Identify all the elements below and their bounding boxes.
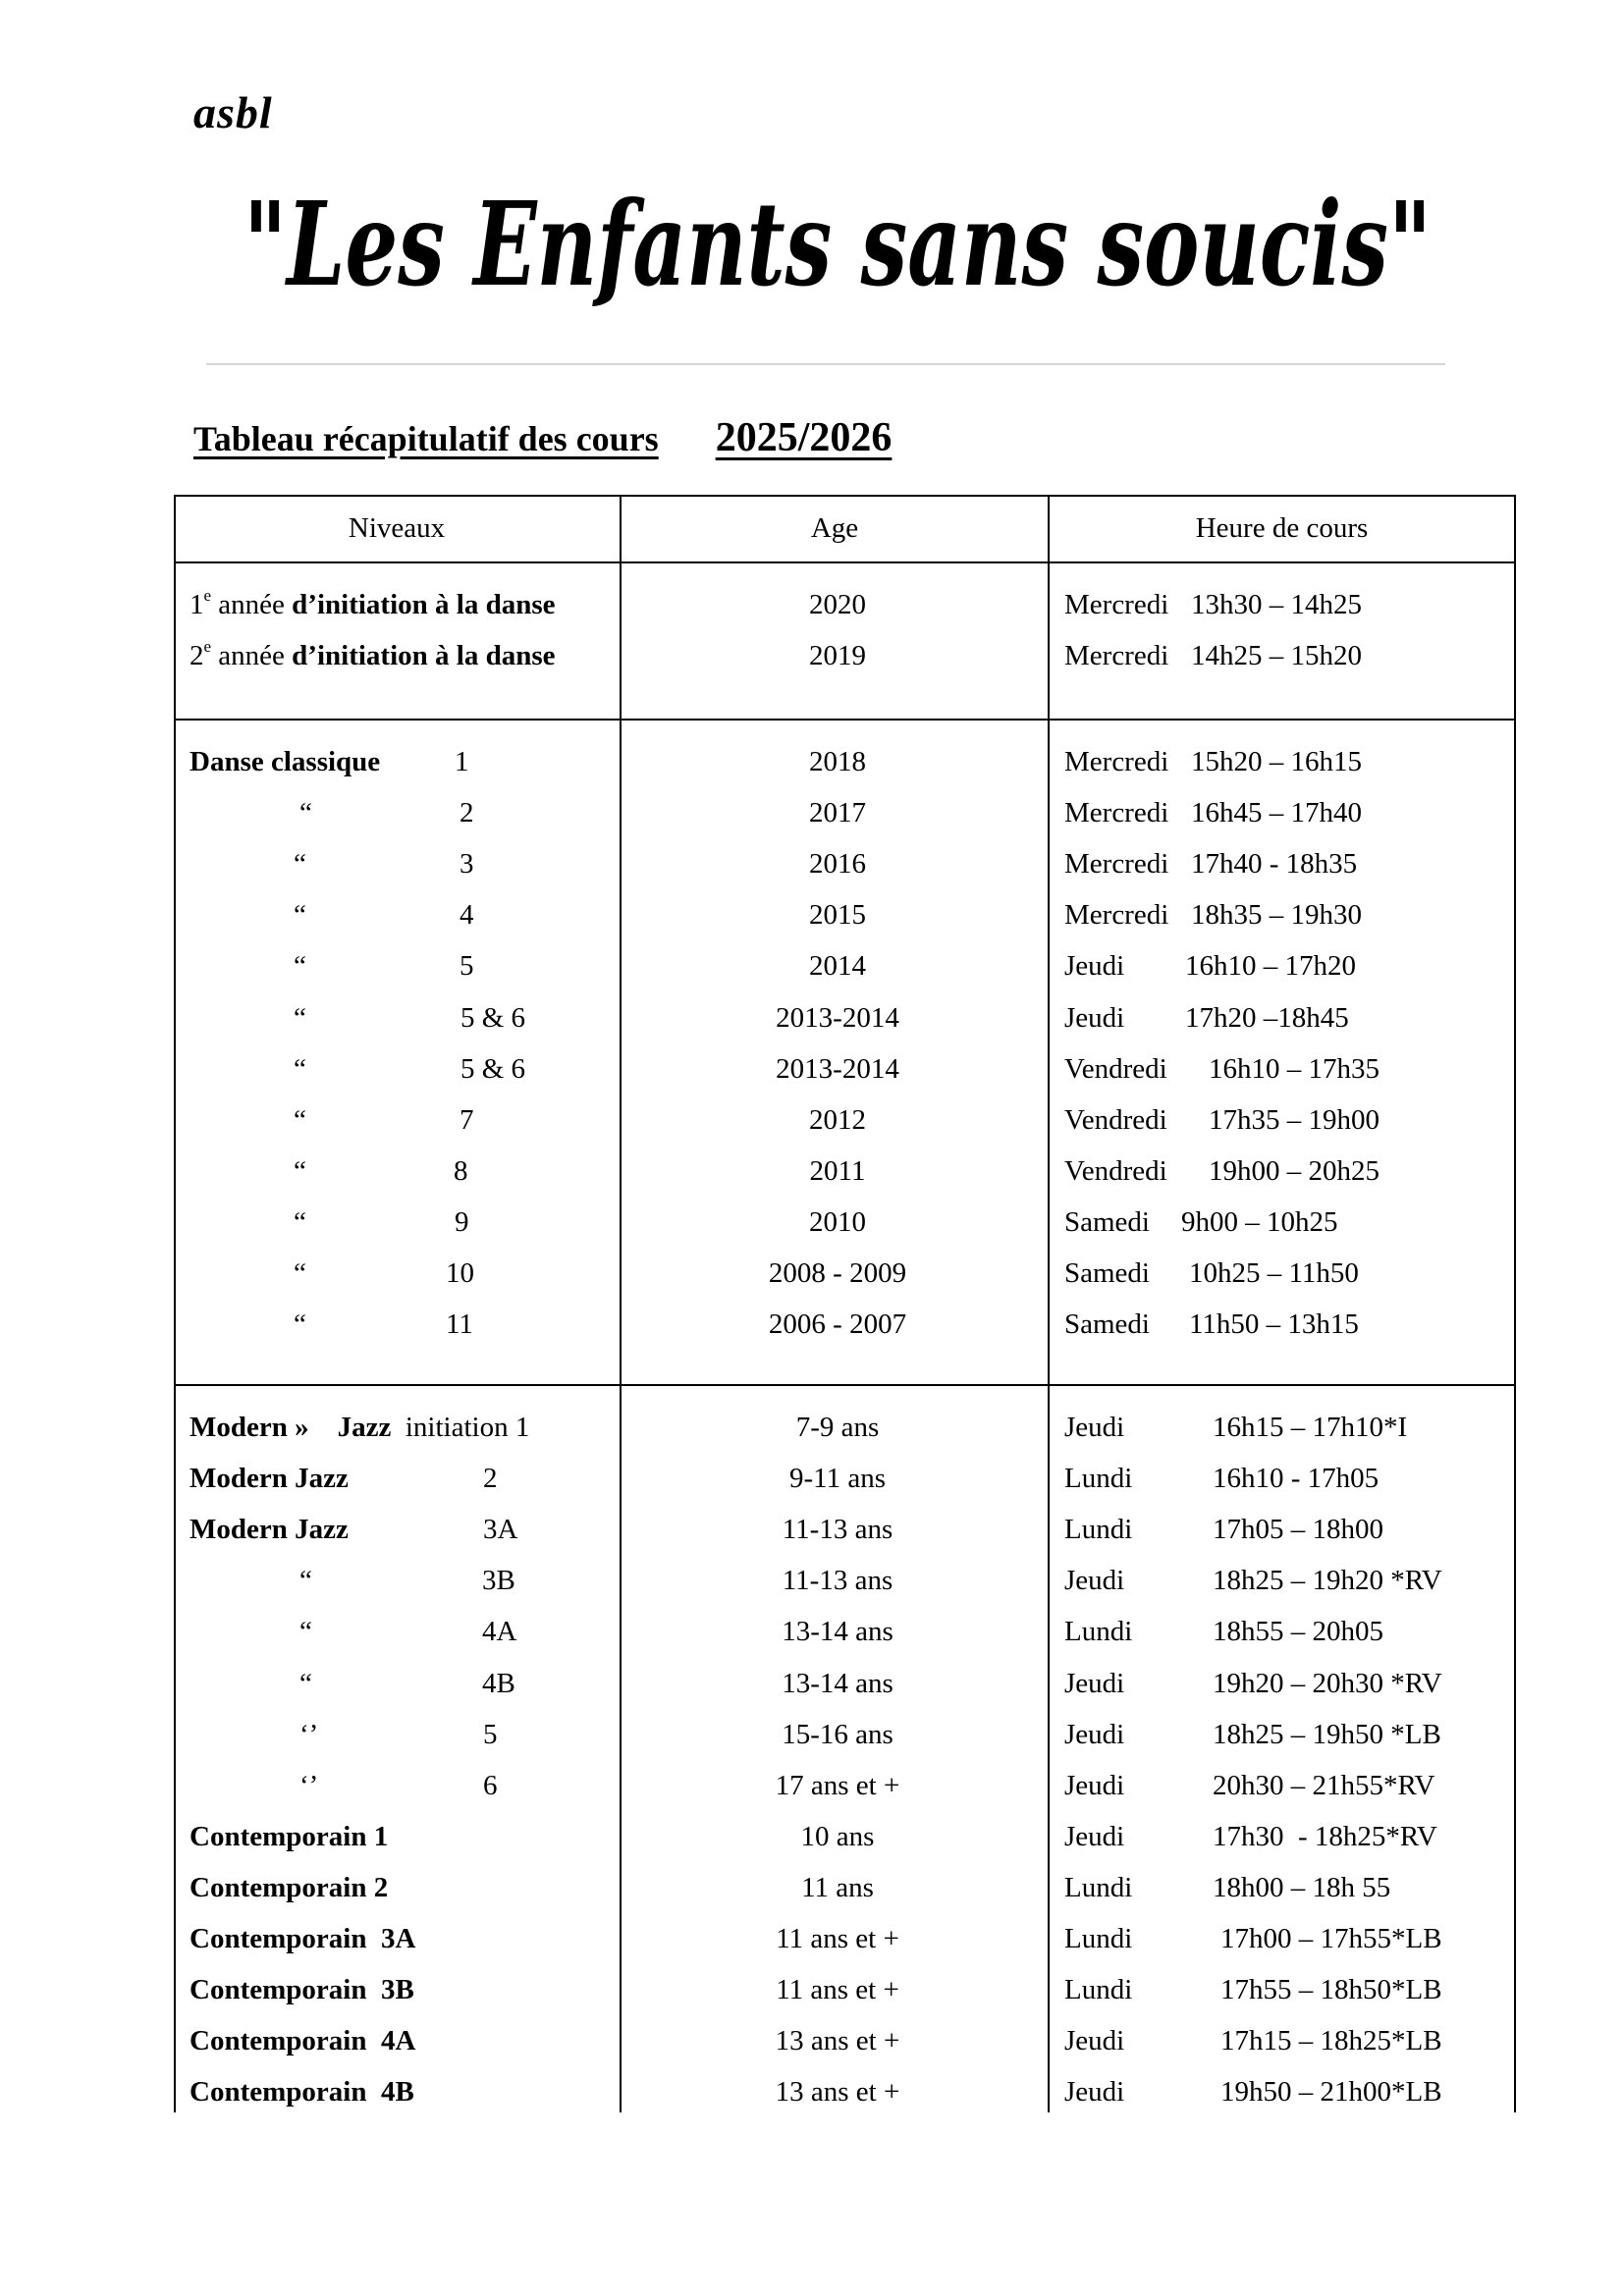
time-cell: 16h10 - 17h05: [1213, 1463, 1380, 1495]
ditto-mark: “: [294, 1205, 306, 1238]
level-number: 4B: [482, 1667, 515, 1699]
time-cell: 16h15 – 17h10*I: [1213, 1412, 1408, 1443]
level-number: 1: [455, 746, 469, 777]
title-label: Tableau récapitulatif des cours: [193, 419, 659, 458]
table-row: [174, 1555, 1516, 1606]
time-cell: 16h45 – 17h40: [1191, 797, 1362, 829]
time-cell: 10h25 – 11h50: [1189, 1257, 1359, 1289]
level-number: 5: [483, 1718, 498, 1750]
time-cell: 20h30 – 21h55*RV: [1213, 1769, 1435, 1801]
table-row: [174, 992, 1516, 1043]
table-row: [174, 1402, 1516, 1453]
level-number: 4: [460, 899, 474, 932]
time-cell: 19h20 – 20h30 *RV: [1213, 1667, 1442, 1699]
ditto-mark: “: [294, 899, 306, 932]
level-number: 2: [189, 640, 204, 672]
header-divider: [206, 363, 1445, 365]
org-prefix: asbl: [193, 87, 273, 137]
day-cell: Lundi: [1064, 1463, 1133, 1495]
level-number: 5 & 6: [460, 1001, 526, 1034]
age-cell: 7-9 ans: [795, 1412, 880, 1443]
level-cell: [189, 1504, 349, 1555]
level-name: d’initiation à la danse: [292, 640, 556, 672]
age-cell: 13 ans et +: [775, 2025, 900, 2057]
table-row: [174, 2015, 1516, 2066]
table-row: [174, 736, 1516, 787]
time-cell: 17h40 - 18h35: [1191, 848, 1358, 881]
table-row: [174, 1095, 1516, 1146]
age-cell: 2016: [809, 848, 866, 881]
age-cell: 11-13 ans: [782, 1514, 893, 1546]
table-row: [174, 579, 1516, 630]
table-row: [174, 1964, 1516, 2015]
day-cell: Mercredi: [1064, 848, 1169, 881]
logo-text: "Les Enfants sans soucis": [243, 176, 1432, 312]
ditto-mark: “: [294, 1103, 306, 1136]
table-row: [174, 1913, 1516, 1964]
table-row: [174, 787, 1516, 838]
ditto-mark: “: [294, 848, 306, 881]
age-cell: 2018: [809, 746, 866, 777]
age-cell: 2006 - 2007: [768, 1308, 907, 1341]
time-cell: 18h55 – 20h05: [1213, 1616, 1383, 1648]
table-row: [174, 630, 1516, 681]
level-name: Contemporain 4B: [189, 2076, 414, 2109]
level-name: Contemporain 1: [189, 1820, 389, 1852]
level-ordinal: e: [203, 637, 212, 657]
day-cell: Mercredi: [1064, 746, 1169, 777]
level-number: 2: [483, 1463, 498, 1495]
day-cell: Jeudi: [1064, 1820, 1125, 1852]
level-number: 1: [189, 589, 204, 620]
table-row: [174, 1709, 1516, 1760]
level-number: 5 & 6: [460, 1052, 526, 1085]
time-cell: 17h55 – 18h50*LB: [1220, 1974, 1442, 2006]
table-row: [174, 1504, 1516, 1555]
table-row: [174, 838, 1516, 889]
table-row: [174, 1043, 1516, 1095]
age-cell: 11-13 ans: [782, 1565, 893, 1597]
header-heure: Heure de cours: [1195, 512, 1369, 544]
ditto-mark: “: [299, 797, 312, 829]
ditto-mark: ‘’: [299, 1718, 319, 1750]
day-cell: Mercredi: [1064, 589, 1169, 620]
level-number: 3: [460, 848, 474, 881]
day-cell: Lundi: [1064, 1923, 1133, 1954]
level-prefix: année: [211, 640, 293, 672]
time-cell: 17h15 – 18h25*LB: [1220, 2025, 1442, 2057]
age-cell: 13 ans et +: [775, 2076, 900, 2109]
level-number: 8: [454, 1154, 468, 1187]
time-cell: 18h25 – 19h20 *RV: [1213, 1565, 1442, 1597]
day-cell: Jeudi: [1064, 2025, 1125, 2057]
age-cell: 2008 - 2009: [768, 1257, 907, 1289]
age-cell: 17 ans et +: [775, 1769, 900, 1801]
day-cell: Lundi: [1064, 1616, 1133, 1648]
time-cell: 14h25 – 15h20: [1191, 640, 1362, 672]
age-cell: 9-11 ans: [789, 1463, 886, 1495]
day-cell: Samedi: [1064, 1308, 1150, 1341]
level-extra: initiation 1: [391, 1412, 530, 1443]
time-cell: 17h20 –18h45: [1185, 1001, 1349, 1034]
table-row: [174, 889, 1516, 940]
level-number: 6: [483, 1769, 498, 1801]
age-cell: 2011: [809, 1154, 866, 1187]
level-cell: [189, 1913, 415, 1964]
level-number: 5: [460, 950, 474, 983]
day-cell: Lundi: [1064, 1871, 1133, 1903]
age-cell: 13-14 ans: [782, 1616, 893, 1648]
ditto-mark: “: [294, 1308, 306, 1341]
header-age: Age: [810, 512, 859, 544]
level-cell: [189, 630, 555, 681]
time-cell: 19h50 – 21h00*LB: [1220, 2076, 1442, 2109]
page-title: [193, 414, 892, 461]
ditto-mark: “: [294, 1001, 306, 1034]
level-cell: [189, 1402, 529, 1453]
level-name: Modern » Jazz: [189, 1412, 392, 1443]
level-cell: [189, 1862, 388, 1913]
courses-table: [174, 495, 1516, 2112]
table-row: [174, 1811, 1516, 1862]
age-cell: 2014: [809, 950, 866, 983]
ditto-mark: “: [294, 1154, 306, 1187]
table-row: [174, 1299, 1516, 1350]
level-number: 3A: [483, 1514, 518, 1546]
age-cell: 15-16 ans: [782, 1718, 893, 1750]
table-row: [174, 1658, 1516, 1709]
age-cell: 2019: [809, 640, 866, 672]
ditto-mark: “: [294, 1052, 306, 1085]
time-cell: 15h20 – 16h15: [1191, 746, 1362, 777]
day-cell: Jeudi: [1064, 2076, 1125, 2109]
header-niveaux: Niveaux: [348, 512, 446, 544]
level-name: Modern Jazz: [189, 1463, 349, 1495]
time-cell: 19h00 – 20h25: [1209, 1154, 1380, 1187]
table-row: [174, 1146, 1516, 1197]
ditto-mark: “: [299, 1667, 312, 1699]
time-cell: 17h30 - 18h25*RV: [1213, 1820, 1437, 1852]
day-cell: Samedi: [1064, 1205, 1150, 1238]
level-prefix: année: [211, 589, 293, 620]
ditto-mark: “: [299, 1565, 312, 1597]
day-cell: Vendredi: [1064, 1052, 1167, 1085]
level-ordinal: e: [203, 586, 212, 606]
day-cell: Jeudi: [1064, 1769, 1125, 1801]
day-cell: Mercredi: [1064, 640, 1169, 672]
age-cell: 10 ans: [800, 1820, 875, 1852]
level-name: Modern Jazz: [189, 1514, 349, 1546]
level-number: 11: [446, 1308, 473, 1341]
age-cell: 2020: [809, 589, 866, 620]
table-row: [174, 1862, 1516, 1913]
age-cell: 13-14 ans: [782, 1667, 893, 1699]
level-name: d’initiation à la danse: [292, 589, 556, 620]
level-number: 9: [455, 1205, 469, 1238]
ditto-mark: ‘’: [299, 1769, 319, 1801]
ditto-mark: “: [299, 1616, 312, 1648]
level-number: 2: [460, 797, 474, 829]
time-cell: 17h35 – 19h00: [1209, 1103, 1380, 1136]
logo: [236, 162, 1443, 358]
age-cell: 2013-2014: [776, 1052, 899, 1085]
time-cell: 16h10 – 17h35: [1209, 1052, 1380, 1085]
age-cell: 2013-2014: [776, 1001, 899, 1034]
level-name: Contemporain 3A: [189, 1923, 416, 1954]
day-cell: Vendredi: [1064, 1103, 1167, 1136]
age-cell: 11 ans et +: [776, 1974, 899, 2006]
level-cell: [189, 1964, 414, 2015]
age-cell: 2017: [809, 797, 866, 829]
day-cell: Vendredi: [1064, 1154, 1167, 1187]
level-cell: [189, 1811, 388, 1862]
table-row: [174, 940, 1516, 991]
level-number: 10: [446, 1257, 474, 1289]
table-row: [174, 1248, 1516, 1299]
age-cell: 11 ans: [801, 1871, 874, 1903]
age-cell: 2012: [809, 1103, 866, 1136]
time-cell: 17h05 – 18h00: [1213, 1514, 1383, 1546]
level-cell: [189, 2015, 415, 2066]
time-cell: 18h35 – 19h30: [1191, 899, 1362, 932]
day-cell: Jeudi: [1064, 1565, 1125, 1597]
day-cell: Lundi: [1064, 1514, 1133, 1546]
age-cell: 2015: [809, 899, 866, 932]
day-cell: Jeudi: [1064, 1001, 1125, 1034]
time-cell: 16h10 – 17h20: [1185, 950, 1356, 983]
level-name: Danse classique: [189, 746, 381, 777]
day-cell: Samedi: [1064, 1257, 1150, 1289]
level-number: 7: [460, 1103, 474, 1136]
level-number: 3B: [482, 1565, 515, 1597]
age-cell: 11 ans et +: [776, 1923, 899, 1954]
table-row: [174, 2066, 1516, 2117]
ditto-mark: “: [294, 1257, 306, 1289]
table-row: [174, 1197, 1516, 1248]
level-name: Contemporain 2: [189, 1871, 389, 1903]
level-cell: [189, 1453, 349, 1504]
table-row: [174, 1760, 1516, 1811]
day-cell: Mercredi: [1064, 797, 1169, 829]
time-cell: 17h00 – 17h55*LB: [1220, 1923, 1442, 1954]
day-cell: Jeudi: [1064, 1412, 1125, 1443]
time-cell: 11h50 – 13h15: [1189, 1308, 1359, 1341]
time-cell: 9h00 – 10h25: [1181, 1205, 1338, 1238]
time-cell: 13h30 – 14h25: [1191, 589, 1362, 620]
level-name: Contemporain 4A: [189, 2025, 416, 2057]
day-cell: Jeudi: [1064, 1718, 1125, 1750]
level-name: Contemporain 3B: [189, 1974, 414, 2006]
ditto-mark: “: [294, 950, 306, 983]
table-row: [174, 1606, 1516, 1657]
level-cell: [189, 2066, 414, 2117]
title-year: 2025/2026: [715, 415, 893, 460]
day-cell: Jeudi: [1064, 950, 1125, 983]
level-cell: [189, 579, 555, 630]
table-row: [174, 1453, 1516, 1504]
time-cell: 18h25 – 19h50 *LB: [1213, 1718, 1441, 1750]
day-cell: Jeudi: [1064, 1667, 1125, 1699]
day-cell: Lundi: [1064, 1974, 1133, 2006]
age-cell: 2010: [809, 1205, 866, 1238]
day-cell: Mercredi: [1064, 899, 1169, 932]
time-cell: 18h00 – 18h 55: [1213, 1871, 1391, 1903]
level-number: 4A: [482, 1616, 517, 1648]
